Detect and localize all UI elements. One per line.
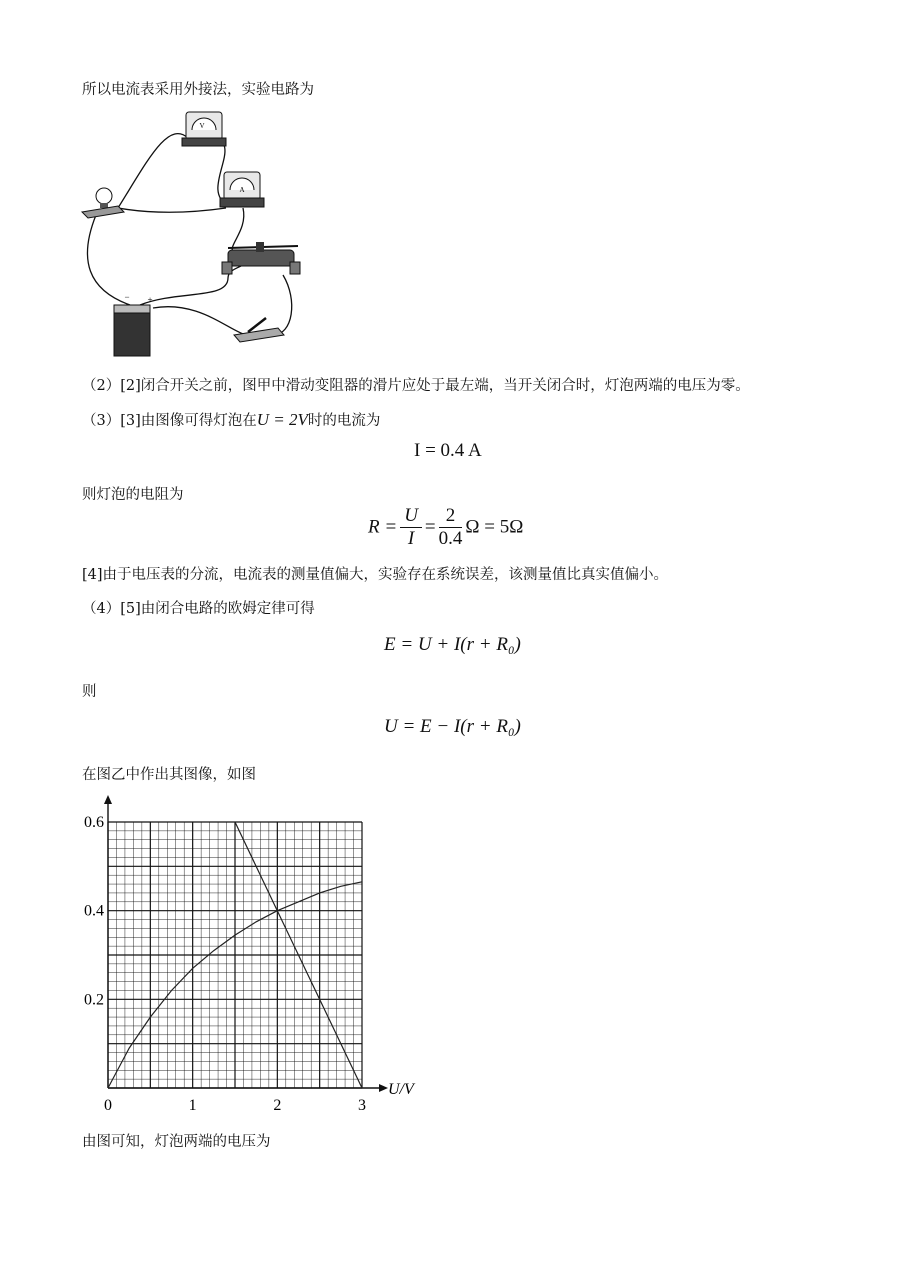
x-tick-label: 1 — [188, 1097, 197, 1114]
eq-resistance-tail: Ω = 5Ω — [465, 516, 524, 538]
battery-plus-label: + — [147, 295, 153, 305]
fraction-2-over-0-4 — [439, 505, 463, 550]
voltmeter-label: V — [199, 122, 205, 130]
inline-math-u2v: U = 2V — [256, 410, 308, 429]
eq-emf: E = U + I(r + R₀) — [384, 634, 521, 655]
y-tick-label: 0.6 — [84, 814, 104, 831]
x-tick-label: 3 — [358, 1097, 366, 1114]
x-tick-label: 2 — [273, 1097, 282, 1114]
frac-den-04: 0.4 — [438, 528, 463, 549]
fraction-u-over-i — [400, 505, 422, 550]
text-line-3-post: 时的电流为 — [307, 413, 381, 429]
circuit-diagram — [78, 100, 318, 365]
x-tick-label: 0 — [104, 1097, 112, 1114]
text-line-3-pre: （3）[3]由图像可得灯泡在 — [82, 413, 257, 429]
text-line-2: （2）[2]闭合开关之前，图甲中滑动变阻器的滑片应处于最左端，当开关闭合时，灯泡两端的电压为零。 — [82, 378, 750, 394]
text-line-8: 在图乙中作出其图像，如图 — [82, 767, 256, 783]
knife-switch — [234, 318, 284, 342]
ammeter-label: A — [239, 186, 245, 194]
text-line-9: 由图可知，灯泡两端的电压为 — [82, 1134, 271, 1150]
iu-chart — [70, 795, 430, 1115]
ammeter — [220, 172, 264, 207]
text-line-3 — [82, 409, 380, 430]
frac-num-2: 2 — [439, 505, 463, 528]
voltmeter — [182, 112, 226, 146]
y-tick-label: 0.2 — [84, 991, 104, 1009]
x-axis-arrow — [379, 1084, 388, 1092]
frac-den-i: I — [407, 528, 415, 549]
text-line-5: [4]由于电压表的分流，电流表的测量值偏大，实验存在系统误差，该测量值比真实值偏小。 — [82, 567, 669, 583]
eq-resistance: R = $\frac{U}{I}$ = $\frac{2}{0.4}$ Ω = 5Ω — [368, 505, 524, 549]
battery-minus-label: − — [124, 292, 130, 302]
text-line-6: （4）[5]由闭合电路的欧姆定律可得 — [82, 601, 315, 617]
y-axis-arrow — [104, 795, 112, 804]
text-line-4: 则灯泡的电阻为 — [82, 487, 184, 503]
text-line-7: 则 — [82, 684, 97, 700]
eq-resistance-lhs: R = — [368, 516, 398, 538]
light-bulb — [82, 188, 124, 218]
frac-num-u: U — [400, 505, 422, 528]
battery — [114, 292, 153, 356]
x-axis-label: U/V — [388, 1081, 414, 1098]
eq-terminal-voltage: U = E − I(r + R₀) — [384, 716, 521, 737]
y-tick-label: 0.4 — [84, 902, 104, 920]
eq-current: I = 0.4 A — [414, 440, 482, 461]
text-line-1: 所以电流表采用外接法，实验电路为 — [82, 82, 314, 98]
